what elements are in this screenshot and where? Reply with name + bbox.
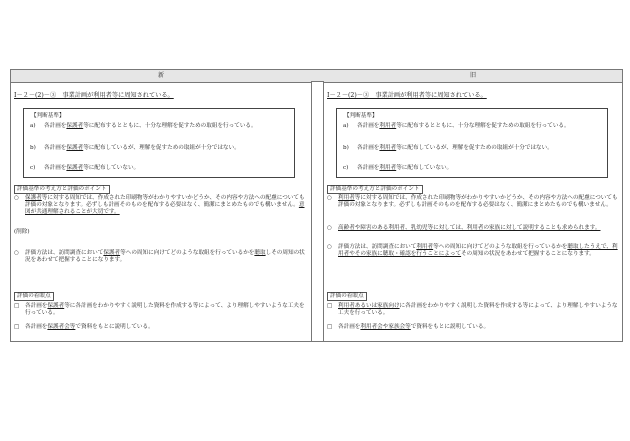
text-fragment: 保護者 [66,145,84,151]
text-fragment: 保護者 [103,250,121,256]
text-fragment: 利用者 [379,165,397,171]
text-fragment: 各計画を [44,123,67,129]
text-fragment: 利用者会や家族会等 [360,324,411,330]
text-fragment: 聴取 [254,250,266,256]
criterion-mark: a) [30,123,36,129]
text-fragment: 等に配布していない。 [396,165,453,171]
text-fragment: 各計画を [357,123,380,129]
text-fragment: 等に各計画をわかりやすく説明した資料を作成する等によって、より理解しやすいような工夫を行っている。 [25,303,305,316]
text-fragment: 利用者 [338,195,355,201]
header-gap-top [311,70,324,82]
text-fragment: ○ [14,250,19,256]
new-item-title: Ⅰ－２－(2)－③ 事業計画が利用者等に周知されている。 [14,92,174,99]
text-fragment: 意図が共通理解されることが大切です。 [25,202,305,215]
text-fragment: 各計画を [25,303,48,309]
text-fragment: □ [14,324,20,330]
old-guide-label: 評価基準の考え方と評価のポイント [327,185,423,194]
new-deleted-note: (削除) [14,229,30,235]
text-fragment: 保護者 [25,195,42,201]
text-fragment: に各計画をわかりやすく説明した資料を作成する等によって、より理解しやすいような工夫を行っている。 [338,303,618,316]
text-fragment: ○ [14,195,19,201]
old-item-title: Ⅰ－２－(2)－③ 事業計画が利用者等に周知されている。 [327,92,487,99]
text-fragment: 保護者会等 [47,324,76,330]
text-fragment: □ [14,303,20,309]
old-focus-label: 評価の着眼点 [327,292,367,301]
text-fragment: で資料をもとに説明している。 [410,324,490,330]
text-fragment: 等に配布するとともに、十分な理解を促すための取組を行っている。 [396,123,570,129]
text-fragment: 評価方法は、訪問調査において [25,250,104,256]
criterion-mark: b) [30,145,36,151]
text-fragment: 各計画を [338,324,361,330]
new-criteria-box [23,108,295,178]
text-fragment: 等に対する周知では、作成された印刷物等がわかりやすいかどうか、その内容や方法への配慮についても評価の対象となります。必ずしも計画そのものを配布する必要はなく、簡潔にまとめたものでも構いません。 [25,195,305,208]
criterion-text [44,123,288,130]
text-fragment: 等に配布しているが、理解を促すための取組が十分ではない。 [83,145,240,151]
new-criteria-title: 【判断基準】 [31,113,65,119]
criterion-text [357,123,601,130]
text-fragment: で資料をもとに説明している。 [75,324,154,330]
new-column [11,82,311,341]
text-fragment: 保護者 [66,123,84,129]
text-fragment [338,303,619,317]
text-fragment: 等に配布していない。 [83,165,140,171]
new-guide-label: 評価基準の考え方と評価のポイント [14,185,110,194]
text-fragment: 各計画を [44,165,67,171]
column-divider-left [311,70,312,341]
criterion-mark: b) [343,145,349,151]
criterion-mark: a) [343,123,349,129]
criterion-mark: c) [343,165,349,171]
text-fragment: 等に配布しているが、理解を促すための取組が十分ではない。 [396,145,553,151]
old-column [324,82,622,341]
text-fragment: 高齢者や障害のある利用者、乳幼児等に対しては、利用者の家族に対して説明することも求められます。 [338,225,601,231]
text-fragment [25,195,306,216]
text-fragment: 等に対する周知では、作成された印刷物等がわかりやすいかどうか、その内容や方法への配慮についても評価の対象となります。必ずしも計画そのものを配布する必要はなく、簡潔にまとめたものでも構いません。 [338,195,618,208]
text-fragment [338,324,619,331]
text-fragment: ○ [327,244,332,250]
text-fragment [338,225,619,232]
old-column-header: 旧 [324,70,622,83]
text-fragment: 利用者 [416,244,434,250]
old-criteria-box [336,108,608,178]
text-fragment [25,250,306,264]
text-fragment: 各計画を [357,145,380,151]
text-fragment: その周知の状況をあわせて把握することになります。 [461,251,595,257]
text-fragment [25,303,306,317]
text-fragment: 等に配布するとともに、十分な理解を促すための取組を行っている。 [83,123,257,129]
text-fragment: しその周知の状況をあわせて把握することになります。 [25,250,305,263]
criterion-text [44,165,288,172]
text-fragment: ○ [327,195,332,201]
new-column-header: 新 [11,70,311,83]
text-fragment: ○ [327,225,332,231]
text-fragment: 保護者 [47,303,65,309]
text-fragment [25,324,306,331]
text-fragment: 保護者 [66,165,84,171]
comparison-table [10,69,623,342]
text-fragment [338,195,619,209]
criterion-mark: c) [30,165,36,171]
old-criteria-title: 【判断基準】 [344,113,378,119]
text-fragment: 各計画を [357,165,380,171]
new-focus-label: 評価の着眼点 [14,292,54,301]
criterion-text [357,145,601,152]
text-fragment: 等への周知に向けてどのような取組を行っているかを [120,250,255,256]
criterion-text [44,145,288,152]
text-fragment: 等への周知に向けてどのような取組を行っているかを [433,244,568,250]
text-fragment [338,244,619,258]
text-fragment: 利用者 [379,145,397,151]
text-fragment: 聴取したうえで、利用者やその家族に聴取・確認を行うことによって [338,244,618,257]
text-fragment: □ [327,303,333,309]
text-fragment: 利用者 [379,123,397,129]
text-fragment: 各計画を [25,324,48,330]
text-fragment: 利用者あるいは家族向け [338,303,400,309]
criterion-text [357,165,601,172]
text-fragment: □ [327,324,333,330]
text-fragment: 評価方法は、訪問調査において [338,244,417,250]
text-fragment: 各計画を [44,145,67,151]
